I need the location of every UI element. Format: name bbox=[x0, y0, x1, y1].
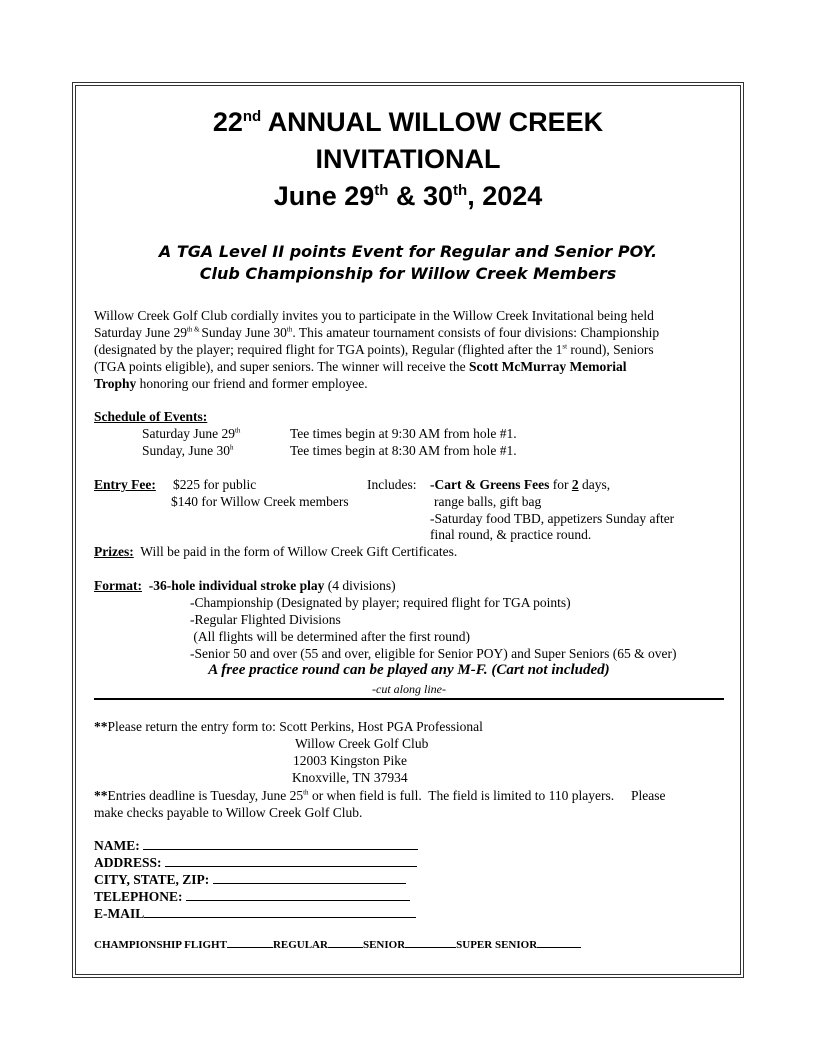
flight-regular-label: REGULAR bbox=[272, 939, 328, 951]
name-label: NAME: bbox=[94, 838, 140, 853]
return-line bbox=[94, 718, 483, 735]
intro-line-3 bbox=[94, 341, 724, 358]
entry-fee-members: $140 for Willow Creek members bbox=[171, 494, 349, 509]
schedule-sat-time: Tee times begin at 9:30 AM from hole #1. bbox=[290, 426, 517, 441]
deadline-sup: th bbox=[303, 788, 309, 797]
entry-fee-public: $225 for public bbox=[173, 477, 257, 492]
format-divisions: (4 divisions) bbox=[324, 578, 396, 593]
includes-days: days, bbox=[578, 477, 611, 492]
date-second: & 30 bbox=[395, 181, 454, 211]
title-number: 22 bbox=[212, 107, 243, 137]
trophy-name: Scott McMurray Memorial bbox=[469, 359, 627, 374]
telephone-input-line[interactable] bbox=[186, 888, 410, 901]
includes-line-4: final round, & practice round. bbox=[430, 527, 592, 542]
deadline-line-2: make checks payable to Willow Creek Golf Club. bbox=[94, 805, 363, 820]
schedule-heading bbox=[94, 408, 207, 425]
name-input-line[interactable] bbox=[143, 837, 418, 850]
format-item-championship: -Championship (Designated by player; required flight for TGA points) bbox=[190, 595, 571, 610]
cut-line-divider bbox=[94, 698, 724, 700]
subtitle-line-2: Club Championship for Willow Creek Members bbox=[199, 264, 617, 283]
flight-championship-blank[interactable] bbox=[227, 938, 273, 948]
email-input-line[interactable] bbox=[144, 905, 416, 918]
intro-sun: Sunday June 30 bbox=[201, 325, 287, 340]
address-field-row[interactable] bbox=[94, 854, 417, 871]
schedule-sun-time: Tee times begin at 8:30 AM from hole #1. bbox=[290, 443, 517, 458]
flight-championship-label: CHAMPIONSHIP FLIGHT bbox=[94, 939, 227, 951]
includes-days-num: 2 bbox=[571, 477, 579, 492]
city-input-line[interactable] bbox=[213, 871, 406, 884]
intro-paragraph bbox=[94, 307, 724, 392]
format-heading-line bbox=[94, 577, 396, 594]
sun-day-text: Sunday, June 30 bbox=[142, 443, 230, 458]
flight-senior-label: SENIOR bbox=[362, 939, 406, 951]
intro-l5: honoring our friend and former employee. bbox=[136, 376, 368, 391]
title-text: ANNUAL WILLOW CREEK bbox=[267, 107, 604, 137]
flight-senior-blank[interactable] bbox=[405, 938, 456, 948]
intro-divisions: . This amateur tournament consists of four divisions: Championship bbox=[292, 325, 660, 340]
email-field-row[interactable] bbox=[94, 905, 416, 922]
email-label: E-MAIL bbox=[94, 906, 145, 921]
deadline-stars: ** bbox=[94, 788, 108, 803]
intro-sat-sup: th & bbox=[186, 325, 202, 334]
free-practice-note: A free practice round can be played any M-F. (Cart not included) bbox=[208, 662, 610, 678]
entry-fee-heading bbox=[94, 476, 156, 493]
date-first: June 29 bbox=[273, 181, 375, 211]
intro-line-4 bbox=[94, 358, 724, 375]
date-year: , 2024 bbox=[467, 181, 543, 211]
return-address-2: 12003 Kingston Pike bbox=[293, 753, 408, 768]
prizes bbox=[94, 543, 457, 560]
address-input-line[interactable] bbox=[165, 854, 417, 867]
intro-l3b: round), Seniors bbox=[567, 342, 654, 357]
title-line-2: INVITATIONAL bbox=[315, 144, 501, 174]
intro-l4: (TGA points eligible), and super seniors. The winner will receive the bbox=[94, 359, 470, 374]
intro-line-5 bbox=[94, 375, 724, 392]
includes-line-1 bbox=[430, 476, 610, 493]
deadline-date: Entries deadline is Tuesday, June 25 bbox=[107, 788, 304, 803]
trophy-word: Trophy bbox=[94, 376, 137, 391]
return-address-1: Willow Creek Golf Club bbox=[295, 736, 429, 751]
sat-day-text: Saturday June 29 bbox=[142, 426, 235, 441]
intro-sun-sup: th bbox=[286, 325, 293, 334]
deadline-line-1 bbox=[94, 787, 666, 804]
includes-line-3: -Saturday food TBD, appetizers Sunday after bbox=[430, 511, 675, 526]
city-label: CITY, STATE, ZIP: bbox=[94, 872, 210, 887]
cut-along-line-note: -cut along line- bbox=[372, 682, 446, 696]
schedule-sun-day bbox=[142, 442, 234, 459]
flight-regular-blank[interactable] bbox=[328, 938, 363, 948]
date-first-suffix: th bbox=[374, 182, 389, 199]
flight-selection bbox=[94, 938, 581, 951]
subtitle-line-1: A TGA Level II points Event for Regular and Senior POY. bbox=[158, 242, 658, 261]
format-item-regular: -Regular Flighted Divisions bbox=[190, 612, 341, 627]
entry-fee-heading-text: Entry Fee: bbox=[94, 477, 156, 492]
prizes-text: Will be paid in the form of Willow Creek Gift Certificates. bbox=[140, 544, 458, 559]
flight-super-senior-label: SUPER SENIOR bbox=[456, 939, 538, 951]
format-main: -36-hole individual stroke play bbox=[148, 578, 325, 593]
schedule-sat-day bbox=[142, 425, 240, 442]
includes-for: for bbox=[549, 477, 572, 492]
telephone-label: TELEPHONE: bbox=[94, 889, 183, 904]
return-stars: ** bbox=[94, 719, 108, 734]
date-second-suffix: th bbox=[453, 182, 468, 199]
title-line-1 bbox=[0, 104, 816, 140]
city-field-row[interactable] bbox=[94, 871, 406, 888]
includes-label: Includes: bbox=[367, 477, 417, 492]
intro-line-1: Willow Creek Golf Club cordially invites you to participate in the Willow Creek Invitational being held bbox=[94, 308, 654, 323]
title-number-suffix: nd bbox=[242, 108, 262, 125]
intro-sat: Saturday June 29 bbox=[94, 325, 187, 340]
format-item-senior: -Senior 50 and over (55 and over, eligible for Senior POY) and Super Seniors (65 & over) bbox=[190, 646, 677, 661]
includes-cart: -Cart & Greens Fees bbox=[430, 477, 550, 492]
sat-day-sup: th bbox=[234, 426, 241, 435]
format-heading: Format: bbox=[94, 578, 142, 593]
address-label: ADDRESS: bbox=[94, 855, 162, 870]
intro-line-2 bbox=[94, 324, 724, 341]
intro-l3-sup: st bbox=[562, 342, 568, 351]
format-item-flights-note: (All flights will be determined after the first round) bbox=[190, 629, 471, 644]
return-text: Please return the entry form to: Scott Perkins, Host PGA Professional bbox=[107, 719, 483, 734]
telephone-field-row[interactable] bbox=[94, 888, 410, 905]
flight-super-senior-blank[interactable] bbox=[537, 938, 581, 948]
intro-l3a: (designated by the player; required flight for TGA points), Regular (flighted after the 1 bbox=[94, 342, 563, 357]
schedule-heading-text: Schedule of Events: bbox=[94, 409, 208, 424]
prizes-heading: Prizes: bbox=[94, 544, 134, 559]
deadline-rest: or when field is full. The field is limited to 110 players. Please bbox=[308, 788, 666, 803]
includes-line-2: range balls, gift bag bbox=[434, 494, 542, 509]
title-dates bbox=[0, 178, 816, 214]
name-field-row[interactable] bbox=[94, 837, 418, 854]
sun-day-sup: h bbox=[230, 443, 234, 452]
return-address-3: Knoxville, TN 37934 bbox=[292, 770, 408, 785]
